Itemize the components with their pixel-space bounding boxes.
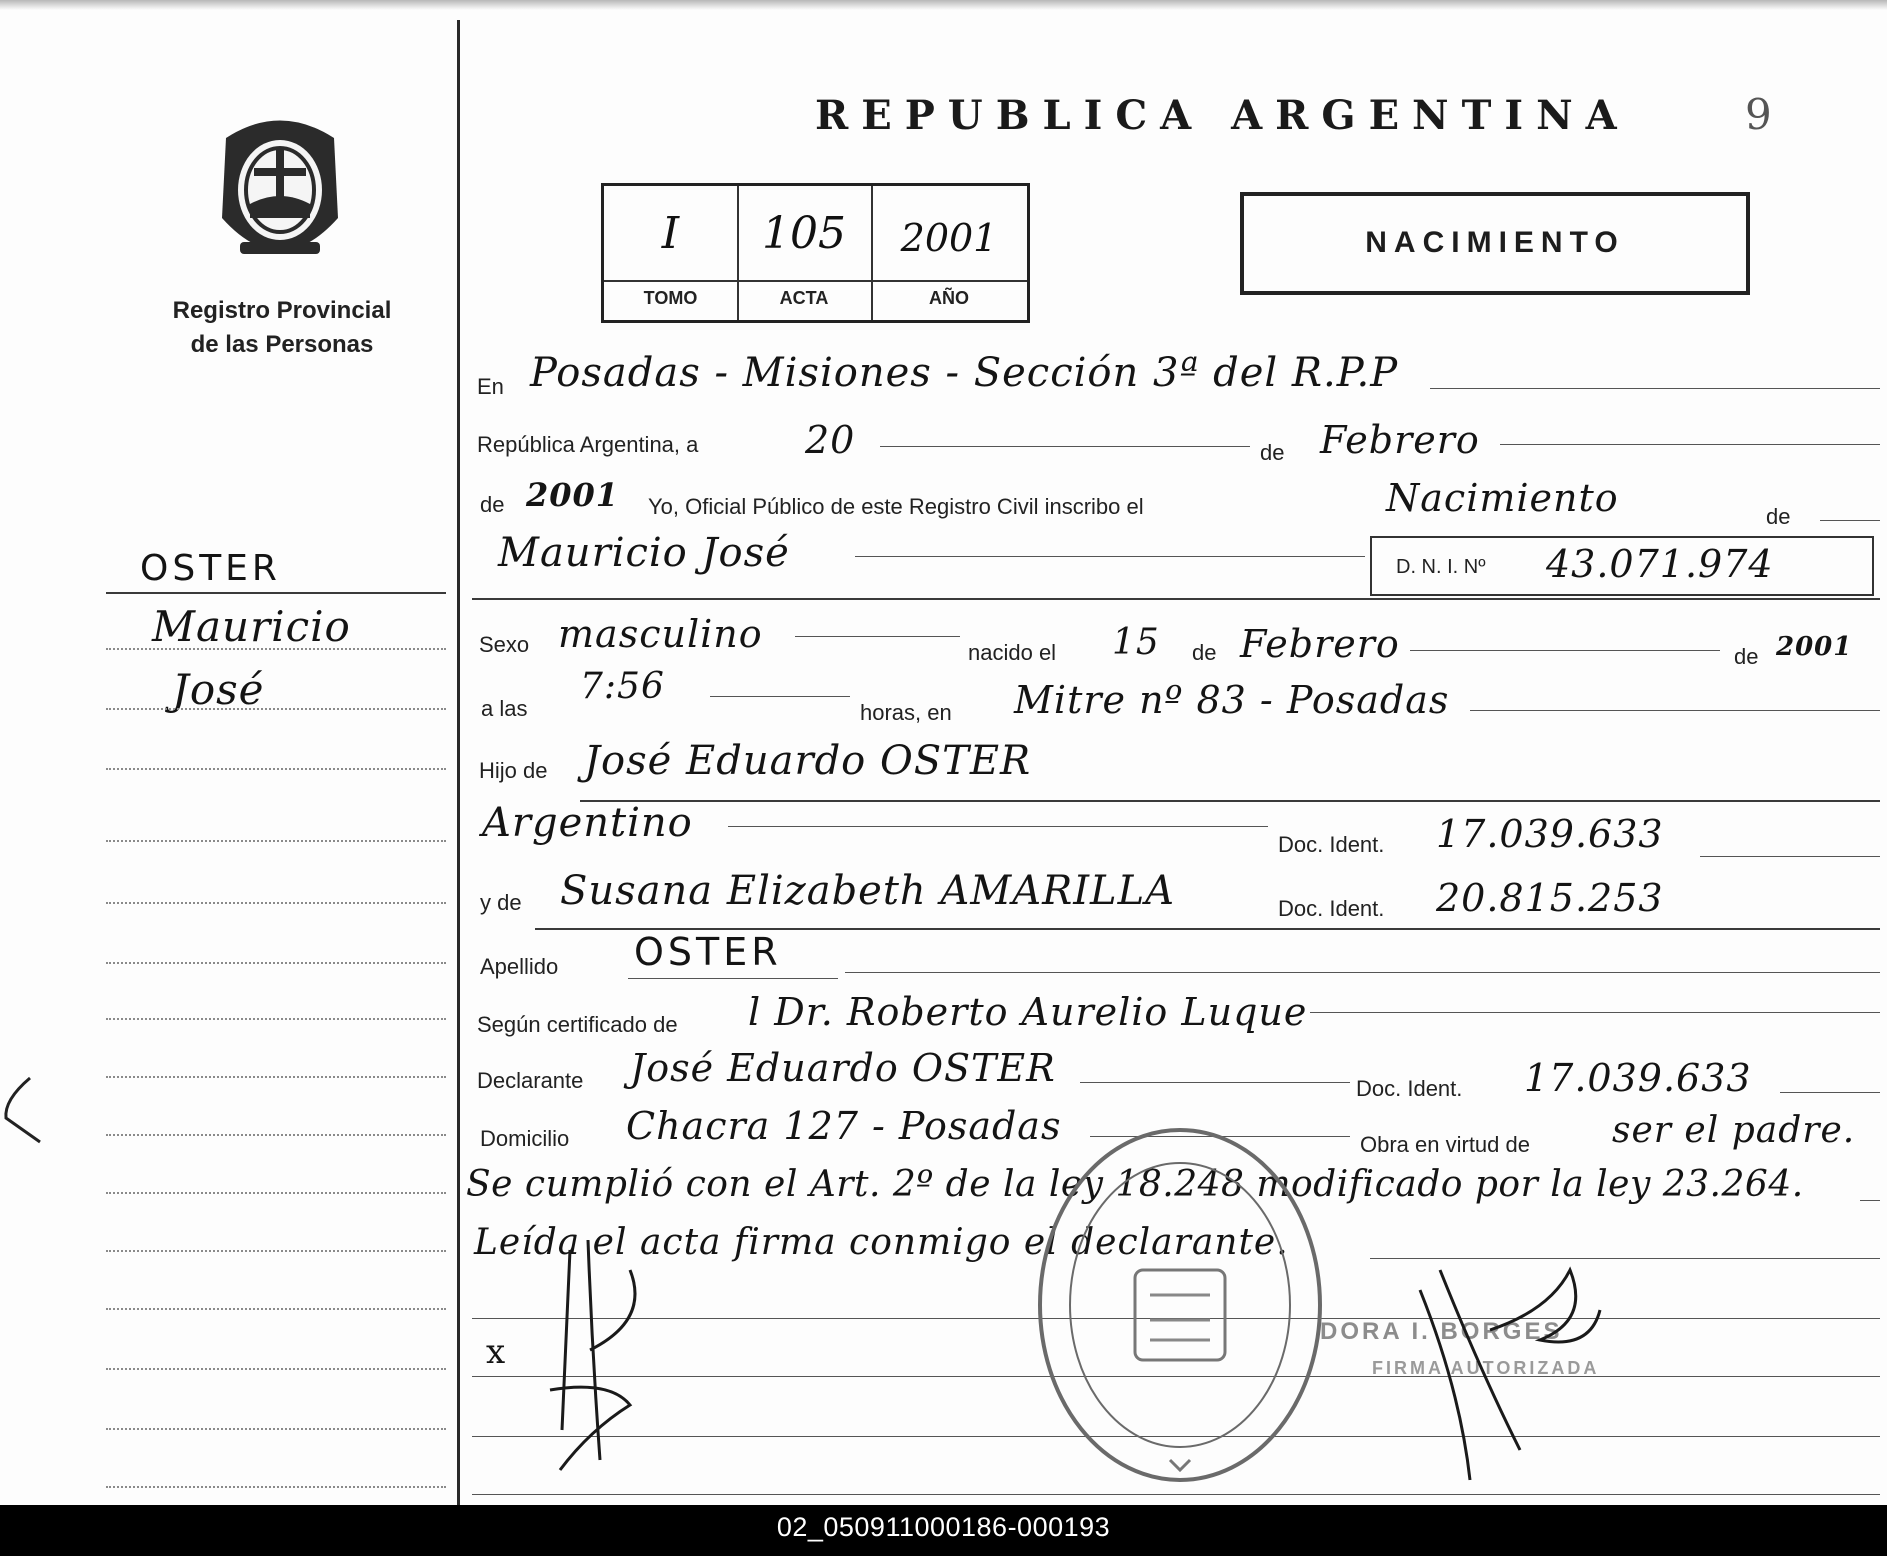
fill-line	[1410, 650, 1720, 651]
fill-line	[1700, 856, 1880, 857]
label-domicilio: Domicilio	[480, 1126, 570, 1151]
margin-dotted-line	[106, 840, 446, 842]
margin-rule	[106, 592, 446, 594]
margin-dotted-line	[106, 1134, 446, 1136]
margin-dotted-line	[106, 768, 446, 770]
dni-box	[1370, 536, 1874, 596]
margin-dotted-line	[106, 1428, 446, 1430]
acta-caption: ACTA	[779, 288, 829, 308]
official-signature-icon	[1400, 1250, 1620, 1490]
margin-dotted-line	[106, 902, 446, 904]
label-de-mes-2: de	[1192, 640, 1217, 665]
register-caption-rule	[604, 280, 1027, 282]
declarant-signature-icon	[530, 1230, 690, 1480]
margin-dotted-line	[106, 1250, 446, 1252]
field-padre-doc: 17.039.633	[1436, 812, 1664, 856]
scan-edge	[0, 0, 1887, 10]
fill-line	[880, 446, 1250, 447]
fill-line	[1310, 1012, 1880, 1013]
field-hora: 7:56	[580, 666, 665, 707]
field-certificado: l Dr. Roberto Aurelio Luque	[748, 990, 1308, 1034]
registry-name-line2: de las Personas	[190, 331, 374, 358]
field-padre-nacionalidad: Argentino	[482, 800, 693, 846]
label-de-anio-1: de	[480, 492, 505, 517]
label-doc-ident-2: Doc. Ident.	[1278, 896, 1385, 921]
label-sexo: Sexo	[479, 632, 530, 657]
fill-line	[728, 826, 1268, 827]
field-anio: 2001	[526, 476, 620, 514]
fill-line	[1080, 1082, 1350, 1083]
field-domicilio: Chacra 127 - Posadas	[626, 1104, 1062, 1148]
label-nacido-el: nacido el	[968, 640, 1057, 665]
label-segun-certificado: Según certificado de	[477, 1012, 678, 1037]
field-nota-2: Leída el acta firma conmigo el declarante.	[474, 1222, 1289, 1263]
margin-given-name-2: José	[172, 665, 265, 714]
field-nacido-dia: 15	[1112, 622, 1160, 663]
margin-dotted-line	[106, 1368, 446, 1370]
margin-surname: OSTER	[140, 548, 281, 589]
fill-line	[1500, 444, 1880, 445]
field-apellido: OSTER	[634, 930, 782, 974]
margin-given-name-1: Mauricio	[152, 602, 351, 651]
fill-line	[795, 636, 960, 637]
margin-dotted-line	[106, 1192, 446, 1194]
margin-mark-icon	[0, 1070, 50, 1150]
field-madre: Susana Elizabeth AMARILLA	[560, 868, 1176, 914]
label-hijo-de: Hijo de	[479, 758, 548, 783]
fill-line	[1820, 520, 1880, 521]
record-type-box	[1240, 192, 1750, 295]
label-y-de: y de	[480, 890, 522, 915]
page-number: 9	[1745, 90, 1772, 139]
page-title: REPUBLICA ARGENTINA	[815, 92, 1630, 139]
register-box	[601, 183, 1030, 323]
margin-dotted-line	[106, 1308, 446, 1310]
label-republica: República Argentina, a	[477, 432, 699, 457]
margin-dotted-line	[106, 1076, 446, 1078]
field-declarante-doc: 17.039.633	[1524, 1056, 1752, 1100]
record-type-label: NACIMIENTO	[1365, 226, 1625, 259]
fill-line	[710, 696, 850, 697]
column-divider	[457, 20, 460, 1505]
label-doc-ident-3: Doc. Ident.	[1356, 1076, 1463, 1101]
label-de-end: de	[1766, 504, 1791, 529]
field-madre-doc: 20.815.253	[1436, 876, 1664, 920]
fill-line	[1860, 1200, 1880, 1201]
registry-name-line1: Registro Provincial	[172, 297, 392, 324]
label-declarante: Declarante	[477, 1068, 584, 1093]
province-emblem-icon	[206, 108, 354, 268]
fill-line	[845, 972, 1880, 973]
section-rule	[580, 800, 1880, 802]
tomo-caption: TOMO	[643, 288, 698, 308]
field-nota-1: Se cumplió con el Art. 2º de la ley 18.248 modificado por la ley 23.264.	[466, 1164, 1804, 1205]
official-stamp-role: FIRMA AUTORIZADA	[1372, 1358, 1600, 1378]
registry-name	[140, 294, 424, 362]
field-nacido-anio: 2001	[1776, 632, 1853, 662]
field-virtud: ser el padre.	[1612, 1110, 1856, 1151]
field-lugar-nacimiento: Mitre nº 83 - Posadas	[1014, 678, 1450, 722]
label-obra-en-virtud: Obra en virtud de	[1360, 1132, 1530, 1157]
label-a-las: a las	[481, 696, 528, 721]
label-dni: D. N. I. Nº	[1396, 556, 1486, 578]
fill-line	[1470, 710, 1880, 711]
field-sexo: masculino	[558, 612, 763, 656]
label-en: En	[477, 374, 504, 399]
field-dia: 20	[805, 418, 856, 462]
field-padre: José Eduardo OSTER	[584, 738, 1032, 784]
ano-caption: AÑO	[929, 288, 969, 308]
label-yo-oficial: Yo, Oficial Público de este Registro Civil inscribo el	[648, 494, 1144, 519]
field-inscribe: Nacimiento	[1386, 476, 1619, 520]
margin-dotted-line	[106, 1486, 446, 1488]
field-mark-x: x	[486, 1332, 507, 1372]
field-lugar: Posadas - Misiones - Sección 3ª del R.P.P	[530, 350, 1399, 396]
fill-line	[628, 978, 838, 979]
label-apellido: Apellido	[480, 954, 559, 979]
fill-line	[1780, 1092, 1880, 1093]
margin-dotted-line	[106, 1018, 446, 1020]
document-code: 02_050911000186-000193	[776, 1512, 1111, 1542]
acta-value: 105	[762, 208, 846, 259]
field-declarante: José Eduardo OSTER	[630, 1046, 1056, 1090]
label-doc-ident-1: Doc. Ident.	[1278, 832, 1385, 857]
margin-dotted-line	[106, 962, 446, 964]
field-nombre: Mauricio José	[498, 530, 790, 576]
field-mes: Febrero	[1320, 418, 1480, 462]
label-de-mes-1: de	[1260, 440, 1285, 465]
label-de-anio-2: de	[1734, 644, 1759, 669]
label-horas-en: horas, en	[860, 700, 952, 725]
fill-line	[855, 556, 1365, 557]
official-seal-icon	[1030, 1120, 1330, 1490]
margin-dotted-line	[106, 708, 446, 710]
section-rule	[472, 598, 1880, 600]
fill-line	[1430, 388, 1880, 389]
field-dni: 43.071.974	[1546, 542, 1774, 586]
fill-line	[472, 1494, 1880, 1495]
official-stamp-name: DORA I. BORGES	[1320, 1318, 1563, 1345]
tomo-value: I	[661, 208, 680, 259]
ano-value: 2001	[900, 216, 998, 260]
field-nacido-mes: Febrero	[1240, 622, 1400, 666]
margin-dotted-line	[106, 648, 446, 650]
